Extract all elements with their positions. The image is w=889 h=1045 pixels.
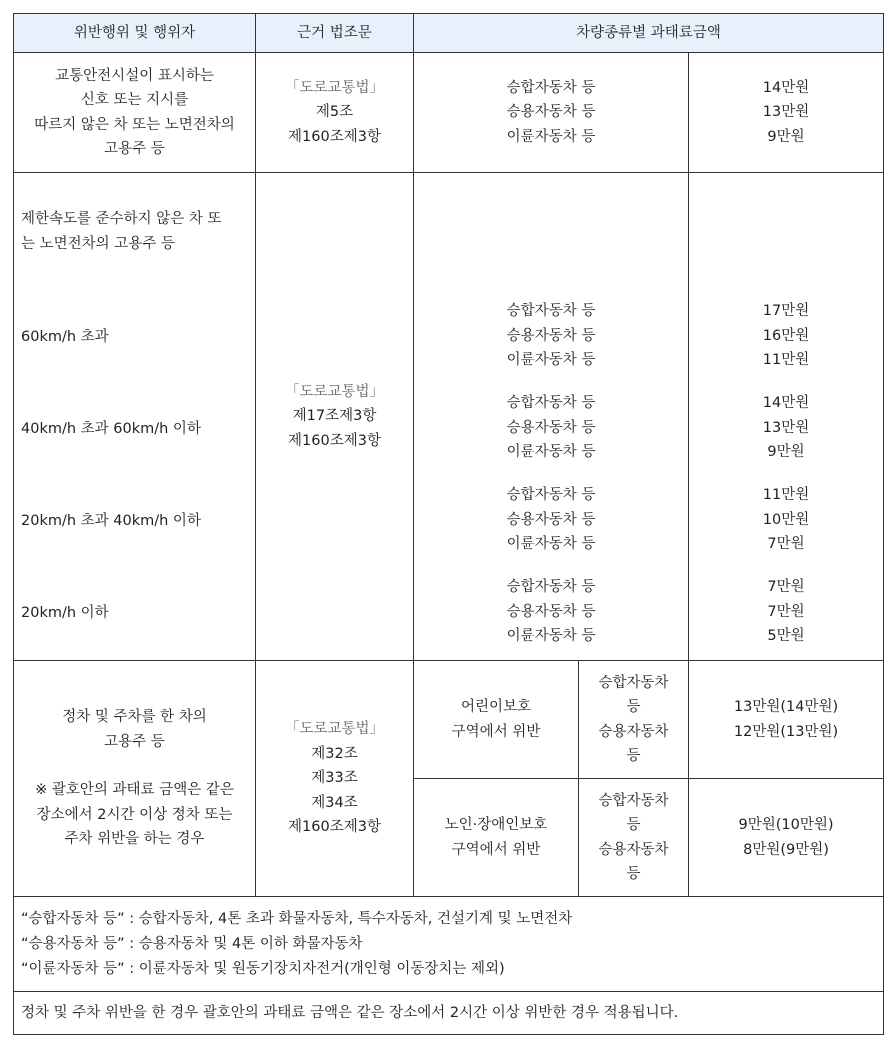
- vehicle-type: 승용자동차 등: [506, 419, 596, 436]
- row-parking-child: [14, 661, 884, 779]
- law-article: 제5조: [315, 104, 354, 121]
- header-row: [14, 14, 884, 53]
- parking-note-line: ※ 괄호안의 과태료 금액은 같은: [35, 782, 234, 799]
- speed-amounts-cell: [689, 173, 884, 661]
- vehicle-type: 승합자동차: [598, 674, 669, 691]
- fine-amount: 11만원: [762, 352, 810, 368]
- speed-violation-cell: [14, 173, 256, 661]
- vehicle-type: 승합자동차 등: [506, 79, 596, 96]
- zone-child-cell: [414, 661, 579, 779]
- signal-law-cell: [256, 53, 414, 173]
- parking-note-line: 주차 위반을 하는 경우: [64, 831, 205, 848]
- law-name: 「도로교통법」: [284, 721, 385, 738]
- fine-amount: 11만원: [762, 487, 810, 503]
- vehicle-type: 승용자동차: [598, 841, 669, 858]
- footer-row: [14, 992, 884, 1035]
- vehicle-type: 승용자동차 등: [506, 603, 596, 620]
- signal-vehicles-cell: [414, 53, 689, 173]
- law-article: 제160조제3항: [288, 432, 381, 449]
- speed-violation-title: 는 노면전차의 고용주 등: [21, 236, 175, 252]
- zone-label: 구역에서 위반: [451, 723, 541, 740]
- vehicle-type: 이륜자동차 등: [506, 352, 596, 368]
- vehicle-type: 이륜자동차 등: [506, 128, 596, 145]
- zone-label: 노인·장애인보호: [444, 817, 548, 833]
- vehicle-type: 승용자동차: [598, 723, 669, 740]
- fine-amount: 9만원(10만원): [738, 817, 834, 833]
- vehicle-type: 이륜자동차 등: [506, 628, 596, 644]
- signal-violation-cell: [14, 53, 256, 173]
- definition-line: “이륜자동차 등” : 이륜자동차 및 원동기장치자전거(개인형 이동장치는 제외): [21, 960, 505, 977]
- fine-table: [13, 13, 884, 1035]
- parking-violation-line: 정차 및 주차를 한 차의: [62, 709, 207, 726]
- fine-amount: 13만원: [762, 419, 810, 436]
- fine-amount: 13만원: [762, 104, 810, 121]
- tier-amounts: [689, 483, 883, 575]
- zone-elderly-vehicles: [579, 779, 689, 897]
- tier-vehicles: [414, 483, 688, 575]
- definition-line: “승용자동차 등” : 승용자동차 및 4톤 이하 화물자동차: [21, 935, 363, 952]
- vehicle-type: 승용자동차 등: [506, 104, 596, 121]
- signal-violation-line: 따르지 않은 차 또는 노면전차의: [34, 116, 235, 133]
- fine-amount: 9만원: [767, 444, 805, 460]
- vehicle-type: 등: [626, 699, 641, 715]
- law-name: 「도로교통법」: [284, 79, 385, 96]
- zone-child-amounts: [689, 661, 884, 779]
- signal-violation-line: 교통안전시설이 표시하는: [55, 67, 214, 84]
- vehicle-type: 등: [626, 748, 641, 764]
- fine-amount: 8만원(9만원): [743, 841, 829, 858]
- law-article: 제32조: [311, 745, 358, 762]
- definitions-cell: [14, 897, 884, 992]
- fine-amount: 14만원: [762, 79, 810, 96]
- vehicle-type: 등: [626, 817, 641, 833]
- zone-elderly-cell: [414, 779, 579, 897]
- vehicle-type: 이륜자동차 등: [506, 536, 596, 552]
- fine-amount: 9만원: [767, 128, 805, 145]
- law-article: 제33조: [311, 770, 358, 787]
- row-speed: [14, 173, 884, 661]
- tier-amounts: [689, 575, 883, 649]
- fine-amount: 7만원: [767, 536, 805, 552]
- tier-amounts: [689, 299, 883, 391]
- law-article: 제34조: [311, 794, 358, 811]
- parking-law-cell: [256, 661, 414, 897]
- fine-amount: 16만원: [762, 327, 810, 344]
- zone-label: 구역에서 위반: [451, 841, 541, 858]
- tier-vehicles: [414, 391, 688, 483]
- row-signal: [14, 53, 884, 173]
- signal-violation-line: 고용주 등: [104, 141, 165, 157]
- speed-tier-label: 40km/h 초과 60km/h 이하: [21, 421, 201, 437]
- header-law: 근거 법조문: [256, 14, 414, 53]
- vehicle-type: 승용자동차 등: [506, 327, 596, 344]
- fine-amount: 7만원: [767, 579, 805, 595]
- tier-vehicles: [414, 575, 688, 649]
- vehicle-type: 승합자동차 등: [506, 487, 596, 503]
- footer-note: 정차 및 주차 위반을 한 경우 괄호안의 과태료 금액은 같은 장소에서 2시간 이상 위반한 경우 적용됩니다.: [14, 992, 884, 1035]
- fine-amount: 7만원: [767, 603, 805, 620]
- law-article: 제17조제3항: [292, 408, 377, 425]
- zone-child-vehicles: [579, 661, 689, 779]
- fine-amount: 12만원(13만원): [733, 723, 839, 740]
- header-amount: 차량종류별 과태료금액: [414, 14, 884, 53]
- parking-violation-cell: [14, 661, 256, 897]
- zone-elderly-amounts: [689, 779, 884, 897]
- fine-amount: 17만원: [762, 303, 810, 319]
- speed-law-cell: [256, 173, 414, 661]
- header-violation: 위반행위 및 행위자: [14, 14, 256, 53]
- speed-vehicles-cell: [414, 173, 689, 661]
- definitions-row: [14, 897, 884, 992]
- fine-amount: 5만원: [767, 628, 805, 644]
- vehicle-type: 승합자동차 등: [506, 579, 596, 595]
- speed-tier-label: 20km/h 초과 40km/h 이하: [21, 513, 201, 529]
- vehicle-type: 승합자동차: [598, 792, 669, 809]
- vehicle-type: 이륜자동차 등: [506, 444, 596, 460]
- law-name: 「도로교통법」: [284, 383, 385, 400]
- fine-amount: 10만원: [762, 511, 810, 528]
- tier-vehicles: [414, 299, 688, 391]
- speed-tier-label: 60km/h 초과: [21, 329, 109, 345]
- vehicle-type: 승합자동차 등: [506, 395, 596, 411]
- law-article: 제160조제3항: [288, 128, 381, 145]
- zone-label: 어린이보호: [460, 699, 532, 715]
- signal-violation-line: 신호 또는 지시를: [80, 92, 189, 108]
- parking-note-line: 장소에서 2시간 이상 정차 또는: [36, 806, 233, 823]
- speed-tier-label: 20km/h 이하: [21, 605, 109, 621]
- fine-amount: 13만원(14만원): [733, 699, 839, 715]
- vehicle-type: 등: [626, 866, 641, 882]
- speed-violation-title: 제한속도를 준수하지 않은 차 또: [21, 211, 222, 227]
- vehicle-type: 승합자동차 등: [506, 303, 596, 319]
- law-article: 제160조제3항: [288, 819, 381, 836]
- fine-amount: 14만원: [762, 395, 810, 411]
- parking-violation-line: 고용주 등: [104, 733, 165, 750]
- definition-line: “승합자동차 등” : 승합자동차, 4톤 초과 화물자동차, 특수자동차, 건설기계 및 노면전차: [21, 910, 573, 927]
- tier-amounts: [689, 391, 883, 483]
- vehicle-type: 승용자동차 등: [506, 511, 596, 528]
- signal-amounts-cell: [689, 53, 884, 173]
